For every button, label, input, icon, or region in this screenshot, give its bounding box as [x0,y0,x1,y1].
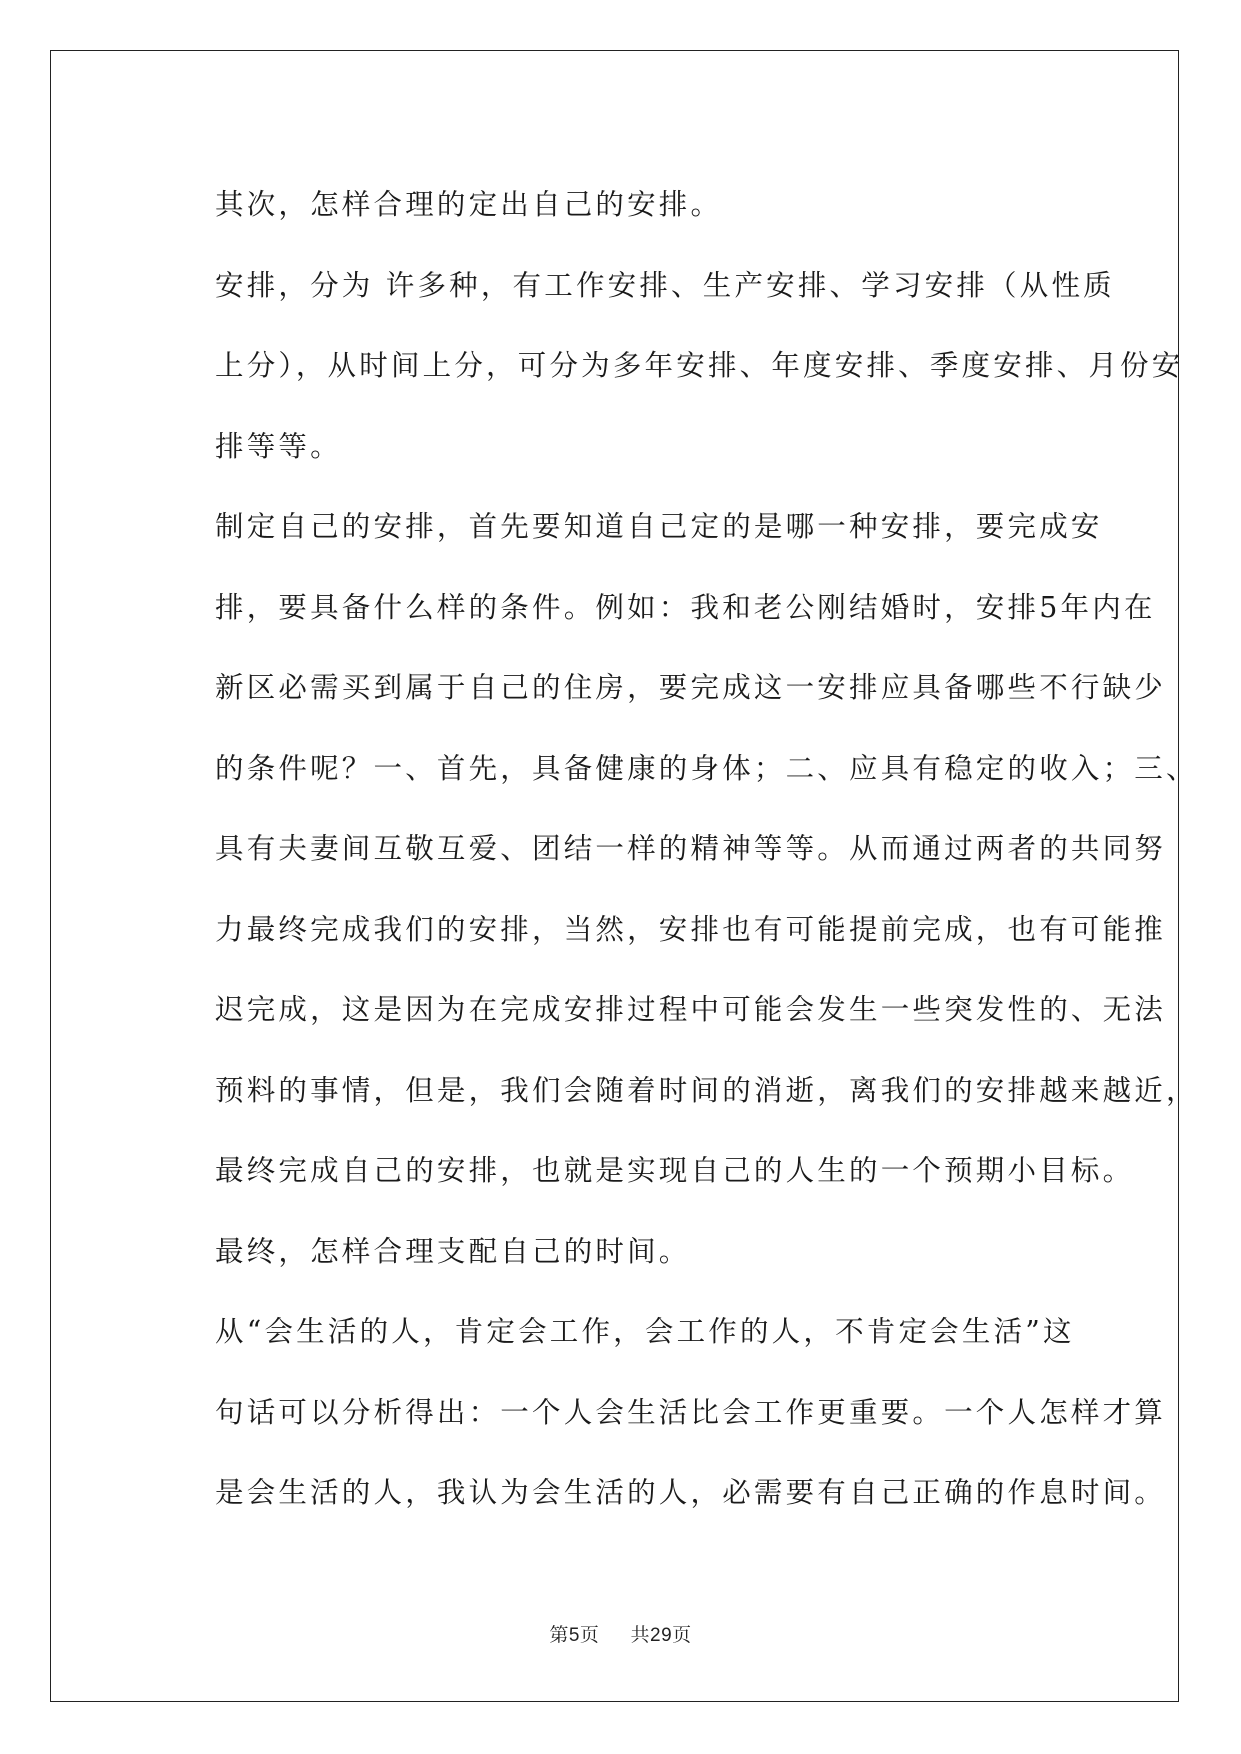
text-line: 具有夫妻间互敬互爱、团结一样的精神等等。从而通过两者的共同努 [215,832,1167,865]
text-line: 迟完成，这是因为在完成安排过程中可能会发生一些突发性的、无法 [215,993,1167,1026]
text-line: 上分），从时间上分，可分为多年安排、年度安排、季度安排、月份安 [215,349,1184,382]
text-line: 从“会生活的人，肯定会工作，会工作的人，不肯定会生活”这 [215,1315,1075,1348]
page-number-label [549,1624,606,1646]
page-suffix: 页 [579,1624,600,1646]
paragraph-3 [152,487,1198,1212]
text-line: 制定自己的安排，首先要知道自己定的是哪一种安排，要完成安 [215,510,1103,543]
text-line: 新区必需买到属于自己的住房，要完成这一安排应具备哪些不行缺少 [215,671,1167,704]
current-page-number: 5 [568,1625,580,1646]
total-suffix: 页 [672,1624,692,1646]
text-line: 力最终完成我们的安排，当然，安排也有可能提前完成，也有可能推 [215,912,1167,946]
total-prefix: 共 [630,1624,651,1646]
total-page-count: 29 [650,1625,673,1646]
paragraph-4 [152,1212,1087,1293]
paragraph-1 [152,165,1087,246]
text-line: 的条件呢？一、首先，具备健康的身体；二、应具有稳定的收入；三、 [215,751,1198,785]
text-line: 预料的事情，但是，我们会随着时间的消逝，离我们的安排越来越近， [215,1073,1198,1107]
text-line: 最终完成自己的安排，也就是实现自己的人生的一个预期小目标。 [215,1154,1135,1187]
text-line: 安排，分为 许多种，有工作安排、生产安排、学习安排（从性质 [215,268,1115,302]
text-line: 最终，怎样合理支配自己的时间。 [215,1234,691,1268]
page-footer [0,1620,1241,1647]
text-line: 其次，怎样合理的定出自己的安排。 [215,188,723,221]
text-line: 排，要具备什么样的条件。例如：我和老公刚结婚时，安排5年内在 [215,590,1156,624]
document-body [152,165,1198,1534]
text-line: 是会生活的人，我认为会生活的人，必需要有自己正确的作息时间。 [215,1476,1167,1509]
text-line: 句话可以分析得出：一个人会生活比会工作更重要。一个人怎样才算 [215,1395,1167,1429]
paragraph-5 [152,1292,1167,1534]
paragraph-2 [152,246,1184,488]
page-prefix: 第 [549,1624,569,1646]
text-line: 排等等。 [215,429,342,463]
total-pages-label [631,1624,692,1646]
